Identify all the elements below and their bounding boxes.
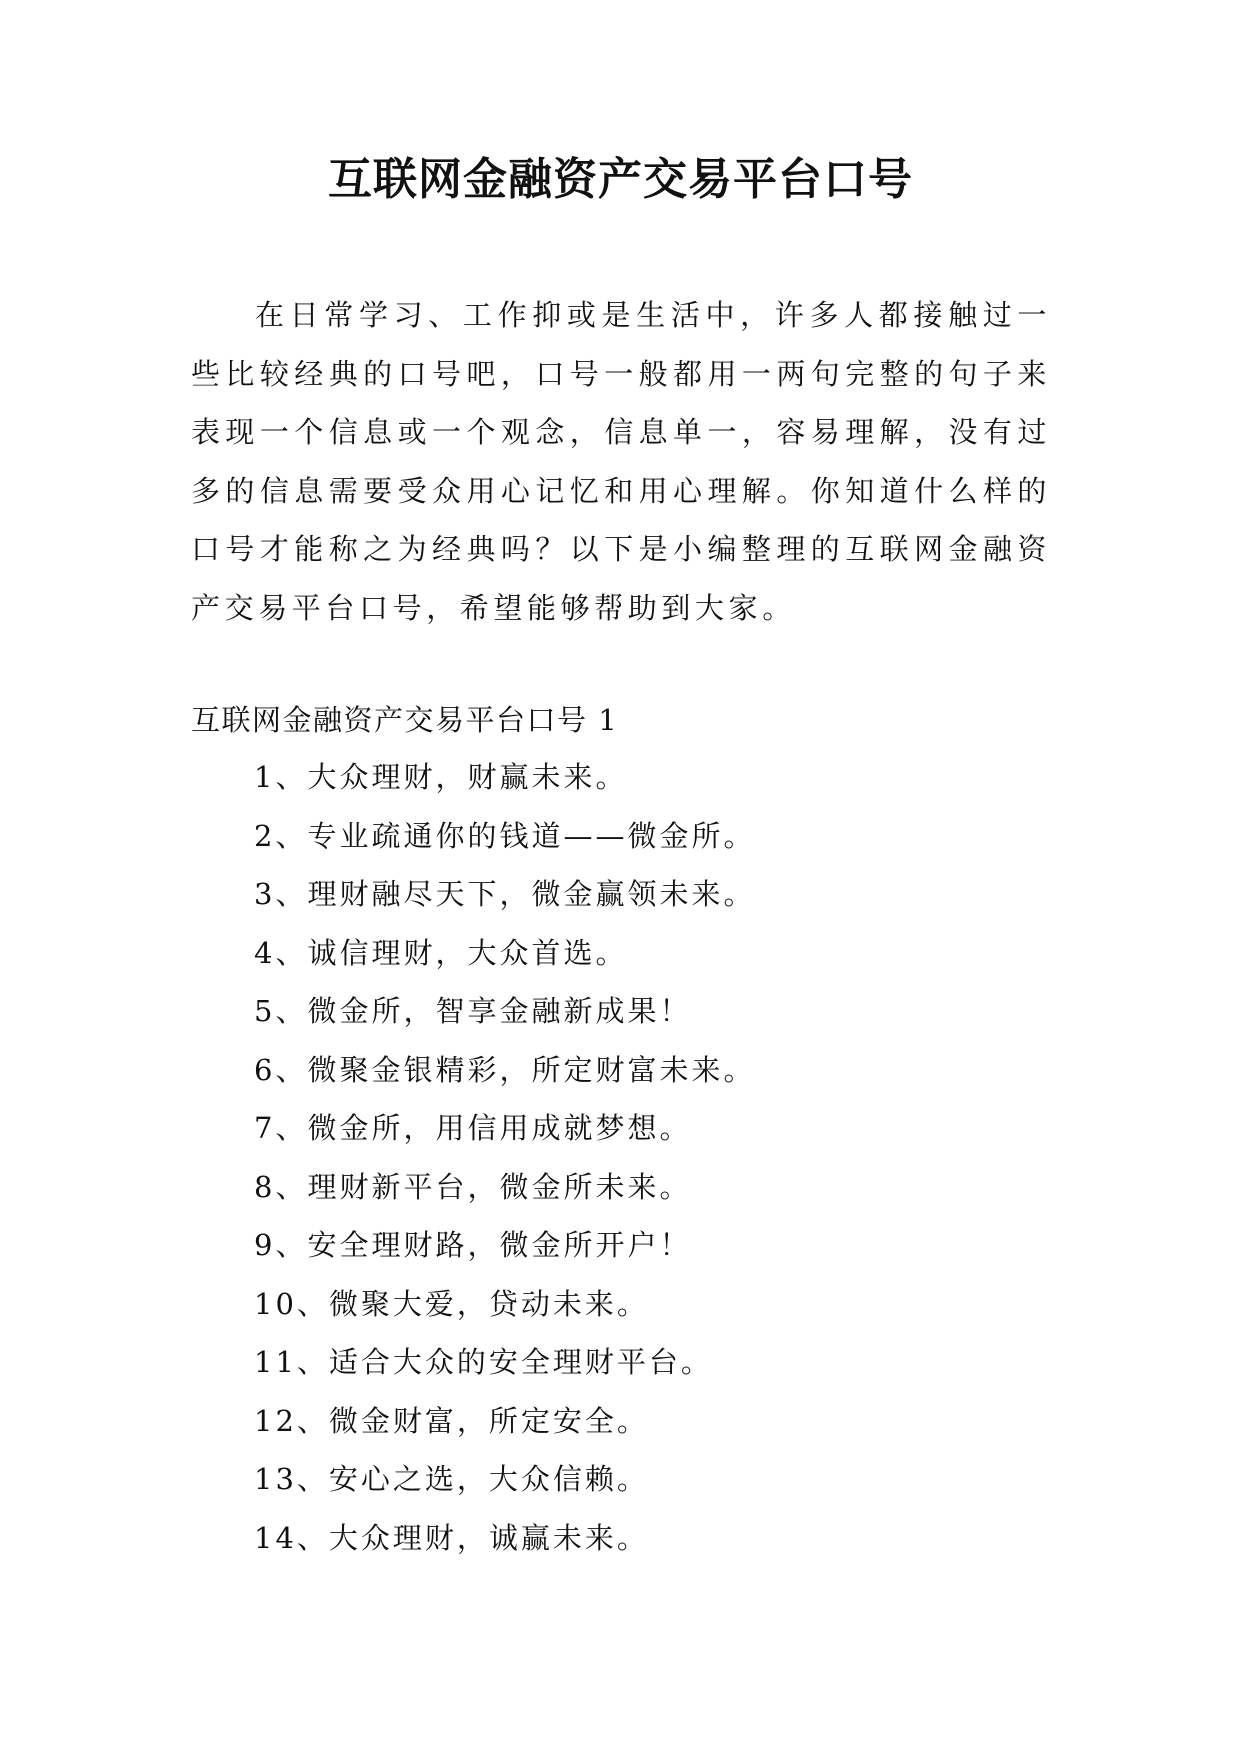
slogan-item: 3、理财融尽天下，微金赢领未来。 — [254, 877, 756, 911]
slogan-item: 12、微金财富，所定安全。 — [254, 1403, 649, 1438]
slogan-item: 4、诚信理财，大众首选。 — [254, 935, 628, 970]
slogan-item: 8、理财新平台，微金所未来。 — [254, 1169, 692, 1204]
slogan-item: 11、适合大众的安全理财平台。 — [254, 1345, 713, 1379]
slogan-item: 10、微聚大爱，贷动未来。 — [254, 1286, 649, 1321]
page-title: 互联网金融资产交易平台口号 — [328, 154, 913, 205]
slogan-item: 5、微金所，智享金融新成果！ — [254, 994, 692, 1028]
slogan-item: 14、大众理财，诚赢未来。 — [254, 1520, 649, 1555]
slogan-item: 6、微聚金银精彩，所定财富未来。 — [254, 1052, 756, 1087]
intro-paragraph: 在日常学习、工作抑或是生活中，许多人都接触过一些比较经典的口号吧，口号一般都用一两句完整的句子来表现一个信息或一个观念，信息单一，容易理解，没有过多的信息需要受众用心记忆和用心理解。你知道什么样的口号才能称之为经典吗？以下是小编整理的互联网金融资产交易平台口号，希望能够帮助到大家。 — [191, 298, 1051, 625]
slogan-list — [254, 757, 755, 1576]
slogan-item: 2、专业疏通你的钱道——微金所。 — [254, 818, 756, 853]
slogan-item: 1、大众理财，财赢未来。 — [254, 760, 628, 794]
section-heading: 互联网金融资产交易平台口号 1 — [191, 703, 619, 737]
slogan-item: 7、微金所，用信用成就梦想。 — [254, 1111, 692, 1145]
slogan-item: 9、安全理财路，微金所开户！ — [254, 1228, 692, 1262]
slogan-item: 13、安心之选，大众信赖。 — [254, 1462, 649, 1496]
